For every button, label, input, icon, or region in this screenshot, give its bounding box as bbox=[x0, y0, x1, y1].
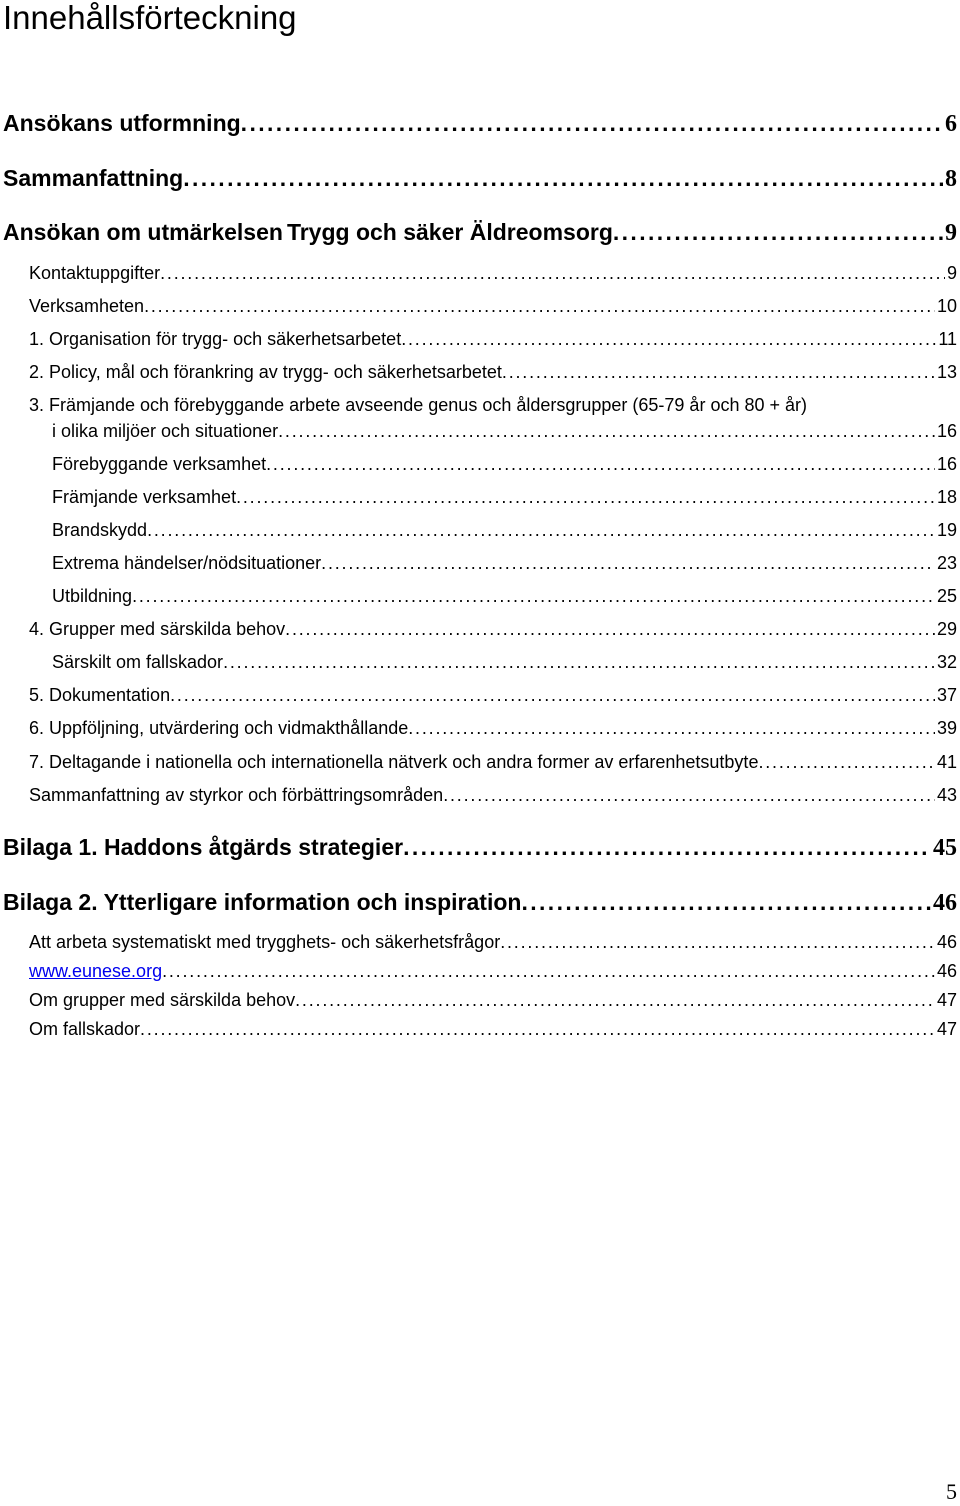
toc-entry-dokumentation[interactable] bbox=[29, 683, 957, 707]
toc-entry-text: Om fallskador bbox=[29, 1019, 141, 1039]
toc-page-number: 9 bbox=[945, 220, 957, 246]
toc-leader-dots bbox=[403, 832, 931, 862]
toc-page-number: 29 bbox=[936, 619, 957, 639]
toc-entry-ansokans-utformning[interactable] bbox=[3, 108, 957, 139]
toc-leader-dots bbox=[401, 327, 936, 351]
page-title: Innehållsförteckning bbox=[3, 0, 297, 36]
toc-entry-fallskador[interactable] bbox=[52, 650, 957, 674]
toc-entry-eunese[interactable] bbox=[29, 959, 957, 983]
toc-leader-dots bbox=[266, 452, 935, 476]
toc-page-number: 39 bbox=[936, 718, 957, 738]
toc-entry-ansokan-om-utmarkelsen[interactable] bbox=[3, 217, 957, 248]
toc-entry-text: Sammanfattning bbox=[3, 165, 184, 191]
toc-entry-text: Sammanfattning av styrkor och förbättringsområden bbox=[29, 785, 444, 805]
toc-page-number: 11 bbox=[938, 329, 957, 349]
toc-page-number: 23 bbox=[936, 553, 957, 573]
toc-entry-framjande-verksamhet[interactable] bbox=[52, 485, 957, 509]
page-number: 5 bbox=[946, 1479, 957, 1504]
toc-entry-text: Bilaga 1. Haddons åtgärds strategier bbox=[3, 834, 404, 860]
toc-page-number: 46 bbox=[936, 932, 957, 952]
toc-page-number: 46 bbox=[933, 890, 957, 916]
toc-entry-text-continued: i olika miljöer och situationer bbox=[52, 421, 279, 441]
toc-page-number: 47 bbox=[936, 990, 957, 1010]
toc-entry-text: Verksamheten bbox=[29, 296, 145, 316]
toc-page-number: 25 bbox=[936, 586, 957, 606]
toc-entry-brandskydd[interactable] bbox=[52, 518, 957, 542]
toc-leader-dots bbox=[285, 617, 935, 641]
toc-entry-kontaktuppgifter[interactable] bbox=[29, 261, 957, 285]
toc-entry-text: 5. Dokumentation bbox=[29, 685, 171, 705]
toc-leader-dots bbox=[500, 930, 935, 954]
toc-leader-dots bbox=[241, 108, 943, 138]
toc-entry-framjande-line2[interactable] bbox=[52, 419, 957, 443]
toc-leader-dots bbox=[502, 360, 935, 384]
toc-leader-dots bbox=[144, 294, 935, 318]
toc-entry-framjande-line1[interactable]: 3. Främjande och förebyggande arbete avseende genus och åldersgrupper (65-79 år och 80 + år) bbox=[29, 395, 807, 415]
toc-leader-dots bbox=[408, 716, 935, 740]
toc-entry-text-continued: Trygg och säker Äldreomsorg bbox=[286, 219, 613, 245]
toc-entry-deltagande[interactable] bbox=[29, 750, 957, 774]
toc-page-number: 37 bbox=[936, 685, 957, 705]
toc-entry-text: Utbildning bbox=[52, 586, 133, 606]
toc-leader-dots bbox=[223, 650, 935, 674]
toc-entry-bilaga-2[interactable] bbox=[3, 887, 957, 918]
toc-entry-extrema-handelser[interactable] bbox=[52, 551, 957, 575]
toc-page-number: 16 bbox=[936, 454, 957, 474]
toc-entry-forebyggande[interactable] bbox=[52, 452, 957, 476]
toc-entry-text: Främjande verksamhet bbox=[52, 487, 237, 507]
toc-entry-text: 4. Grupper med särskilda behov bbox=[29, 619, 286, 639]
toc-page-number: 10 bbox=[936, 296, 957, 316]
toc-entry-styrkor[interactable] bbox=[29, 783, 957, 807]
toc-entry-utbildning[interactable] bbox=[52, 584, 957, 608]
toc-page-number: 47 bbox=[936, 1019, 957, 1039]
toc-page-number: 13 bbox=[936, 362, 957, 382]
toc-entry-text: 7. Deltagande i nationella och internationella nätverk och andra former av erfarenhetsutbyte bbox=[29, 752, 759, 772]
toc-leader-dots bbox=[295, 988, 935, 1012]
toc-leader-dots bbox=[183, 163, 943, 193]
toc-leader-dots bbox=[321, 551, 935, 575]
toc-entry-text: 1. Organisation för trygg- och säkerhetsarbetet bbox=[29, 329, 402, 349]
toc-page-number: 16 bbox=[936, 421, 957, 441]
toc-entry-text: Förebyggande verksamhet bbox=[52, 454, 267, 474]
toc-entry-text: Kontaktuppgifter bbox=[29, 263, 161, 283]
toc-entry-text: Att arbeta systematiskt med trygghets- och säkerhetsfrågor bbox=[29, 932, 501, 952]
eunese-link[interactable]: www.eunese.org bbox=[29, 961, 163, 981]
toc-leader-dots bbox=[613, 217, 943, 247]
toc-page-number: 46 bbox=[936, 961, 957, 981]
toc-entry-om-grupper[interactable] bbox=[29, 988, 957, 1012]
toc-page-number: 43 bbox=[936, 785, 957, 805]
toc-entry-policy[interactable] bbox=[29, 360, 957, 384]
toc-entry-text: 6. Uppföljning, utvärdering och vidmakthållande bbox=[29, 718, 409, 738]
toc-entry-systematiskt[interactable] bbox=[29, 930, 957, 954]
toc-entry-om-fallskador[interactable] bbox=[29, 1017, 957, 1041]
toc-leader-dots bbox=[758, 750, 935, 774]
toc-entry-organisation[interactable] bbox=[29, 327, 957, 351]
toc-entry-grupper[interactable] bbox=[29, 617, 957, 641]
toc-leader-dots bbox=[160, 261, 945, 285]
toc-page-number: 45 bbox=[933, 835, 957, 861]
toc-leader-dots bbox=[162, 959, 935, 983]
toc-entry-sammanfattning[interactable] bbox=[3, 163, 957, 194]
toc-entry-text: Extrema händelser/nödsituationer bbox=[52, 553, 322, 573]
toc-leader-dots bbox=[443, 783, 935, 807]
toc-entry-text: Ansökans utformning bbox=[3, 110, 241, 136]
toc-page-number: 9 bbox=[946, 263, 957, 283]
toc-leader-dots bbox=[278, 419, 935, 443]
toc-leader-dots bbox=[147, 518, 935, 542]
toc-entry-text: Ansökan om utmärkelsen bbox=[3, 219, 283, 245]
toc-leader-dots bbox=[132, 584, 935, 608]
toc-page-number: 19 bbox=[936, 520, 957, 540]
toc-entry-text: 2. Policy, mål och förankring av trygg- och säkerhetsarbetet bbox=[29, 362, 502, 382]
toc-page-number: 8 bbox=[945, 166, 957, 192]
toc-entry-text: Bilaga 2. Ytterligare information och inspiration bbox=[3, 889, 522, 915]
toc-entry-uppfoljning[interactable] bbox=[29, 716, 957, 740]
toc-page-number: 41 bbox=[936, 752, 957, 772]
toc-leader-dots bbox=[236, 485, 935, 509]
toc-page-number: 18 bbox=[936, 487, 957, 507]
toc-page-number: 6 bbox=[945, 111, 957, 137]
toc-leader-dots bbox=[140, 1017, 935, 1041]
toc-entry-text: Särskilt om fallskador bbox=[52, 652, 224, 672]
toc-entry-text: Brandskydd bbox=[52, 520, 148, 540]
toc-entry-text: Om grupper med särskilda behov bbox=[29, 990, 296, 1010]
toc-leader-dots bbox=[170, 683, 935, 707]
toc-leader-dots bbox=[521, 887, 931, 917]
toc-entry-verksamheten[interactable] bbox=[29, 294, 957, 318]
toc-entry-bilaga-1[interactable] bbox=[3, 832, 957, 863]
toc-page-number: 32 bbox=[936, 652, 957, 672]
